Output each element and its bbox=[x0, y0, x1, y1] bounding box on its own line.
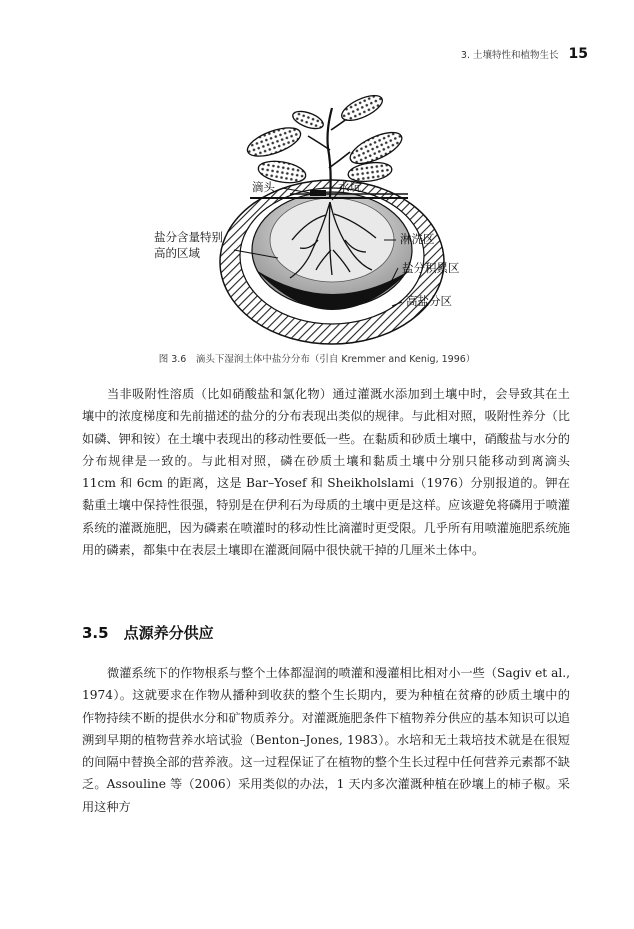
page-number: 15 bbox=[568, 46, 588, 62]
label-high-salt-region-line2: 高的区域 bbox=[154, 246, 200, 260]
running-title: 3. 土壤特性和植物生长 bbox=[460, 50, 559, 61]
label-water-pit: 水坑 bbox=[338, 180, 361, 194]
label-high-salt-region-line1: 盐分含量特别 bbox=[154, 230, 223, 244]
label-salt-accumulation-zone: 盐分积累区 bbox=[402, 261, 460, 275]
leaves bbox=[244, 91, 406, 186]
label-leaching-zone: 淋洗区 bbox=[400, 232, 435, 246]
label-high-salt-zone: 高盐分区 bbox=[406, 294, 452, 308]
running-header bbox=[461, 46, 588, 62]
figure-caption: 图 3.6 滴头下湿润土体中盐分分布（引自 Kremmer and Kenig, 1996） bbox=[158, 354, 476, 365]
section-heading: 3.5 点源养分供应 bbox=[82, 624, 214, 642]
label-dripper: 滴头 bbox=[252, 180, 275, 194]
salt-distribution-illustration bbox=[140, 90, 500, 350]
body-paragraph-2: 微灌系统下的作物根系与整个土体都湿润的喷灌和漫灌相比相对小一些（Sagiv et al., 1974）。这就要求在作物从播种到收获的整个生长期内，要为种植在贫瘠的砂质土壤中的作物持续不断的提供水分和矿物质养分。对灌溉施肥条件下植物养分供应的基本知识可以追溯到早期的植物营养水培试验（Benton–Jones, 1983）。水培和无土栽培技术就是在很短的间隔中替换全部的营养液。这一过程保证了在植物的整个生长过程中任何营养元素都不缺乏。Assouline 等（2006）采用类似的办法，1 天内多次灌溉种植在砂壤上的柿子椒。采用这种方 bbox=[82, 666, 570, 814]
figure-salt-distribution bbox=[140, 90, 500, 350]
body-paragraph-1: 当非吸附性溶质（比如硝酸盐和氯化物）通过灌溉水添加到土壤中时，会导致其在土壤中的浓度梯度和先前描述的盐分的分布表现出类似的规律。与此相对照，吸附性养分（比如磷、钾和铵）在土壤中表现出的移动性要低一些。在黏质和砂质土壤中，硝酸盐与水分的分布规律是一致的。与此相对照，磷在砂质土壤和黏质土壤中分别只能移动到离滴头 11cm 和 6cm 的距离，这是 Bar–Yosef 和 Sheikholslami（1976）分别报道的。钾在黏重土壤中保持性很强，特别是在伊利石为母质的土壤中更是这样。应该避免将磷用于喷灌系统的灌溉施肥，因为磷素在喷灌时的移动性比滴灌时更受限。几乎所有用喷灌施肥系统施用的磷素，都集中在表层土壤即在灌溉间隔中很快就干掉的几厘米土体中。 bbox=[82, 387, 570, 558]
